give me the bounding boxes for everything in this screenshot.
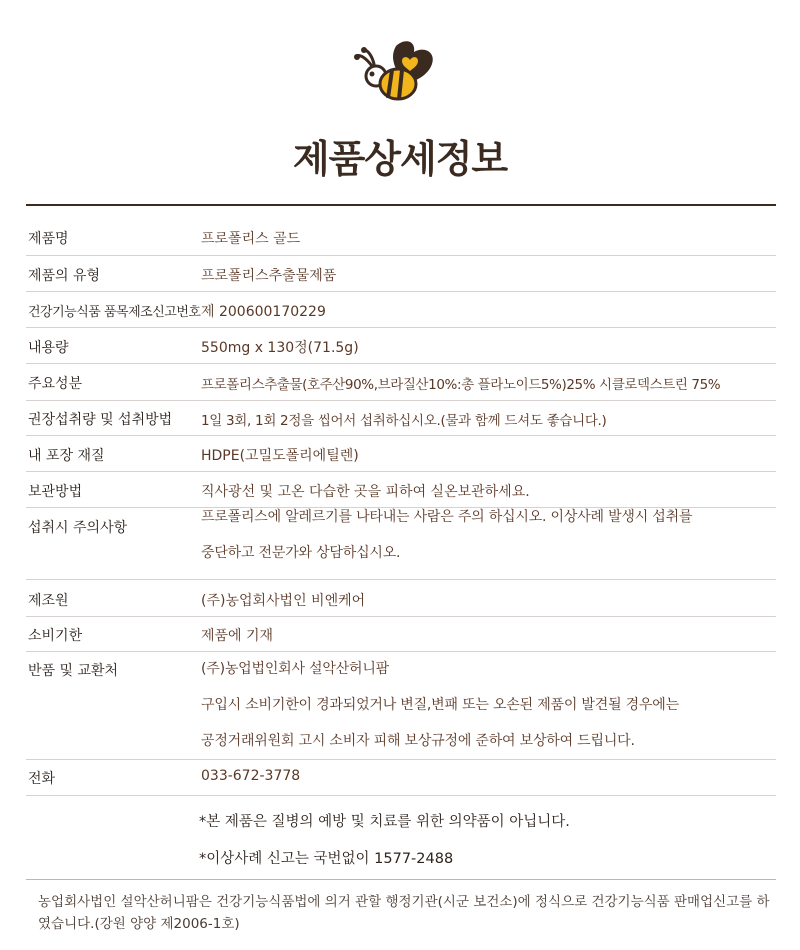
row-label: 내 포장 재질 [28, 448, 105, 464]
table-row [26, 580, 776, 617]
row-value-line: 구입시 소비기한이 경과되었거나 변질,변패 또는 오손된 제품이 발견될 경우에는 [201, 697, 679, 713]
table-row [26, 508, 776, 580]
row-value: 550mg x 130정(71.5g) [201, 340, 359, 356]
footer [26, 879, 776, 932]
row-value: (주)농업회사법인 비엔케어 [201, 593, 366, 609]
row-value: 프로폴리스추출물(호주산90%,브라질산10%:총 플라노이드5%)25% 시클로덱스트린 75% [201, 377, 721, 393]
row-value-line: 프로폴리스에 알레르기를 나타내는 사람은 주의 하십시오. 이상사례 발생시 섭취를 [201, 509, 693, 525]
table-row [26, 292, 776, 328]
notice-item: *이상사례 신고는 국번없이 1577-2488 [199, 851, 454, 867]
row-value: 직사광선 및 고온 다습한 곳을 피하여 실온보관하세요. [201, 484, 530, 500]
row-value [201, 499, 776, 579]
table-row [26, 364, 776, 401]
row-value-line: 중단하고 전문가와 상담하십시오. [201, 545, 401, 561]
row-label: 제품명 [28, 231, 69, 247]
footer-text: 농업회사법인 설악산허니팜은 건강기능식품법에 의거 관할 행정기관(시군 보건소)에 정식으로 건강기능식품 판매업신고를 하였습니다.(강원 양양 제2006-1호) [38, 894, 770, 932]
table-row [26, 652, 776, 760]
row-label: 섭취시 주의사항 [28, 520, 128, 536]
row-value: 제 200600170229 [201, 304, 326, 320]
row-value: 033-672-3778 [201, 768, 301, 784]
row-value: 프로폴리스추출물제품 [201, 268, 337, 284]
row-value: 프로폴리스 골드 [201, 231, 301, 247]
row-value: HDPE(고밀도폴리에틸렌) [201, 448, 359, 464]
row-value-line: (주)농업법인회사 설악산허니팜 [201, 661, 389, 677]
table-row [26, 760, 776, 796]
notice-item: *본 제품은 질병의 예방 및 치료를 위한 의약품이 아닙니다. [199, 814, 570, 830]
table-row [26, 436, 776, 472]
row-value [201, 651, 776, 759]
row-value: 제품에 기재 [201, 628, 274, 644]
table-row [26, 328, 776, 364]
row-label: 건강기능식품 품목제조신고번호 [28, 305, 201, 320]
row-label: 제품의 유형 [28, 268, 101, 284]
row-label: 소비기한 [28, 628, 83, 644]
table-row [26, 256, 776, 292]
row-label: 주요성분 [28, 376, 83, 392]
bee-icon [352, 38, 436, 110]
page-title: 제품상세정보 [292, 137, 508, 181]
table-row [26, 617, 776, 652]
product-info-table [26, 204, 776, 796]
table-row [26, 401, 776, 436]
row-label: 권장섭취량 및 섭취방법 [28, 412, 173, 428]
row-value-line: 공정거래위원회 고시 소비자 피해 보상규정에 준하여 보상하여 드립니다. [201, 733, 635, 749]
row-label: 제조원 [28, 593, 69, 609]
row-label: 보관방법 [28, 484, 83, 500]
row-label: 반품 및 교환처 [28, 663, 119, 679]
row-value: 1일 3회, 1회 2정을 씹어서 섭취하십시오.(물과 함께 드셔도 좋습니다.) [201, 413, 607, 429]
header [0, 0, 800, 205]
row-label: 내용량 [28, 340, 69, 356]
table-row [26, 206, 776, 256]
row-label: 전화 [28, 771, 56, 787]
